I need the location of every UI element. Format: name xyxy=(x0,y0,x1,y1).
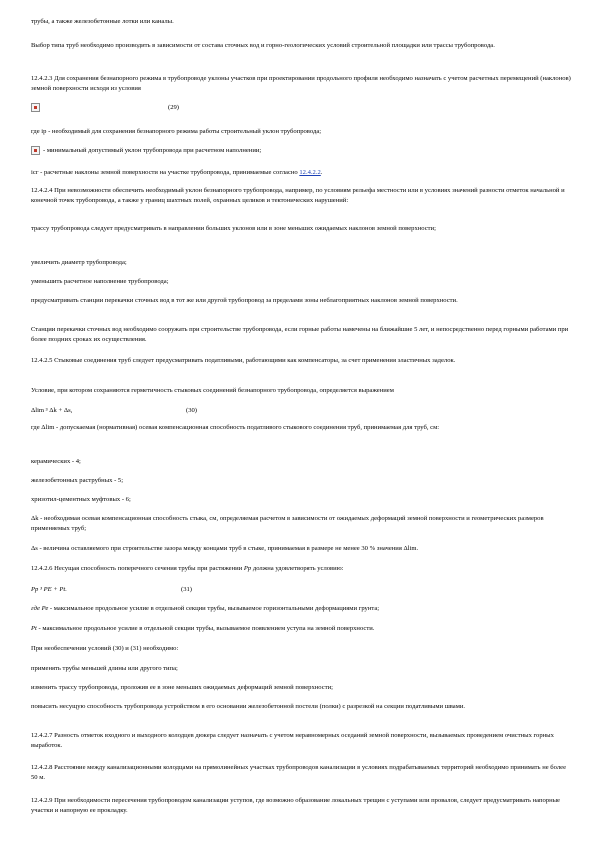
paragraph-text: 12.4.2.6 Несущая способность поперечного сечения трубы при растяжении xyxy=(31,565,244,572)
paragraph: 12.4.2.3 Для сохранения безнапорного режима в трубопроводе уклоны участков при проектировании продольного профиля необходимо назначать с учетом расчетных перемещений (наклонов) земной поверхности исходя из условия xyxy=(31,75,571,92)
paragraph: где ip - необходимый для сохранения безнапорного режима работы строительный уклон трубопровода; xyxy=(31,128,322,135)
paragraph: 12.4.2.7 Разность отметок входного и выходного колодцев дюкера следует назначать с учетом неравномерных оседаний земной поверхности, вызываемых проведением очистных горных выработок. xyxy=(31,732,554,749)
paragraph: повысить несущую способность трубопровода устройством в его основании железобетонной постели (полки) с разрезкой на секции податливыми швами. xyxy=(31,703,466,710)
equation-30 xyxy=(31,406,571,416)
paragraph: применять трубы меньшей длины или другого типа; xyxy=(31,665,178,672)
paragraph: где Δlim - допускаемая (нормативная) осевая компенсационная способность податливого стыкового соединения труб, принимаемая для труб, см: xyxy=(31,424,440,431)
paragraph: Станции перекачки сточных вод необходимо сооружать при строительстве трубопровода, если горные работы намечены на ближайшие 5 лет, и непосредственно перед горными работами при более поздних сроках их осуществления. xyxy=(31,326,569,343)
paragraph xyxy=(31,604,571,614)
paragraph: трубы, а также железобетонные лотки или каналы. xyxy=(31,18,174,25)
equation-number: (29) xyxy=(168,104,179,111)
paragraph-text: - минимальный допустимый уклон трубопровода при расчетном наполнении; xyxy=(43,147,262,155)
paragraph: уменьшить расчетное наполнение трубопровода; xyxy=(31,278,169,285)
paragraph-text: Рt xyxy=(31,625,37,632)
equation-31 xyxy=(31,585,571,595)
paragraph: изменить трассу трубопровода, проложив ее в зоне меньших ожидаемых деформаций земной поверхности; xyxy=(31,684,333,691)
paragraph-text: . xyxy=(320,169,323,176)
paragraph-text: должна удовлетворять условию: xyxy=(251,565,344,572)
paragraph xyxy=(31,168,571,178)
paragraph-text: iсг - расчетные наклоны земной поверхности на участке трубопровода, принимаемые согласно xyxy=(31,169,300,176)
equation-text: Рр ³ РЕ + Рt. xyxy=(31,586,67,593)
equation-text: Δlim ³ Δk + Δs, xyxy=(31,407,73,414)
paragraph: железобетонных раструбных - 5; xyxy=(31,477,124,484)
paragraph: 12.4.2.4 При невозможности обеспечить необходимый уклон безнапорного трубопровода, например, по условиям рельефа местности или в условиях значений разности отметок начальной и конечной точек трубопровода, а также у границ шахтных полей, охранных целиков и тектонических нарушений: xyxy=(31,187,565,204)
paragraph: Δs - величина оставляемого при строительстве зазора между концами труб в стыке, принимаемая в размере не менее 30 % значения Δlim. xyxy=(31,545,419,552)
paragraph: увеличить диаметр трубопровода; xyxy=(31,259,127,266)
paragraph xyxy=(31,624,571,634)
paragraph: Выбор типа труб необходимо производить в зависимости от состава сточных вод и горно-геологических условий строительной площадки или трассы трубопровода. xyxy=(31,42,495,49)
equation-number: (31) xyxy=(181,586,192,593)
paragraph-text: Рр xyxy=(243,565,252,572)
paragraph-text: где Ре xyxy=(31,605,49,612)
paragraph-text: - максимальное продольное усилие в отдельной секции трубы, вызываемое горизонтальными деформациями грунта; xyxy=(48,605,380,612)
paragraph: трассу трубопровода следует предусматривать в направлении больших уклонов или в зоне меньших ожидаемых наклонов земной поверхности; xyxy=(31,225,436,232)
broken-image-icon xyxy=(31,103,40,112)
paragraph: предусматривать станции перекачки сточных вод в тот же или другой трубопровод за пределами зоны неблагоприятных наклонов земной поверхности. xyxy=(31,297,458,304)
paragraph-text: - максимальное продольное усилие в отдельной секции трубы, вызываемое появлением уступа на земной поверхности. xyxy=(36,625,375,632)
paragraph xyxy=(31,564,571,574)
broken-image-icon xyxy=(31,146,40,155)
paragraph: Условие, при котором сохраняются герметичность стыковых соединений безнапорного трубопровода, определяется выражением xyxy=(31,387,394,394)
clause-link[interactable]: 12.4.2.2 xyxy=(299,169,321,176)
paragraph: хризотил-цементных муфтовых - 6; xyxy=(31,496,131,503)
paragraph: При необеспечении условий (30) и (31) необходимо: xyxy=(31,645,179,652)
paragraph: Δk - необходимая осевая компенсационная способность стыка, см, определяемая расчетом в зависимости от ожидаемых деформаций земной поверхности и геометрических размеров применяемых труб; xyxy=(31,515,544,532)
equation-number: (30) xyxy=(186,407,197,414)
paragraph: 12.4.2.5 Стыковые соединения труб следует предусматривать податливыми, работающими как компенсаторы, за счет применения эластичных заделок. xyxy=(31,357,456,364)
paragraph xyxy=(31,146,571,156)
paragraph: керамических - 4; xyxy=(31,458,81,465)
paragraph: 12.4.2.9 При необходимости пересечения трубопроводом канализации уступов, где возможно образование локальных трещин с уступами или провалов, следует предусматривать напорные участки и напорную ее прокладку. xyxy=(31,797,560,814)
equation-29 xyxy=(31,103,571,113)
paragraph: 12.4.2.8 Расстояние между канализационными колодцами на прямолинейных участках трубопроводов канализации в условиях подрабатываемых территорий необходимо принимать не более 50 м. xyxy=(31,764,567,781)
